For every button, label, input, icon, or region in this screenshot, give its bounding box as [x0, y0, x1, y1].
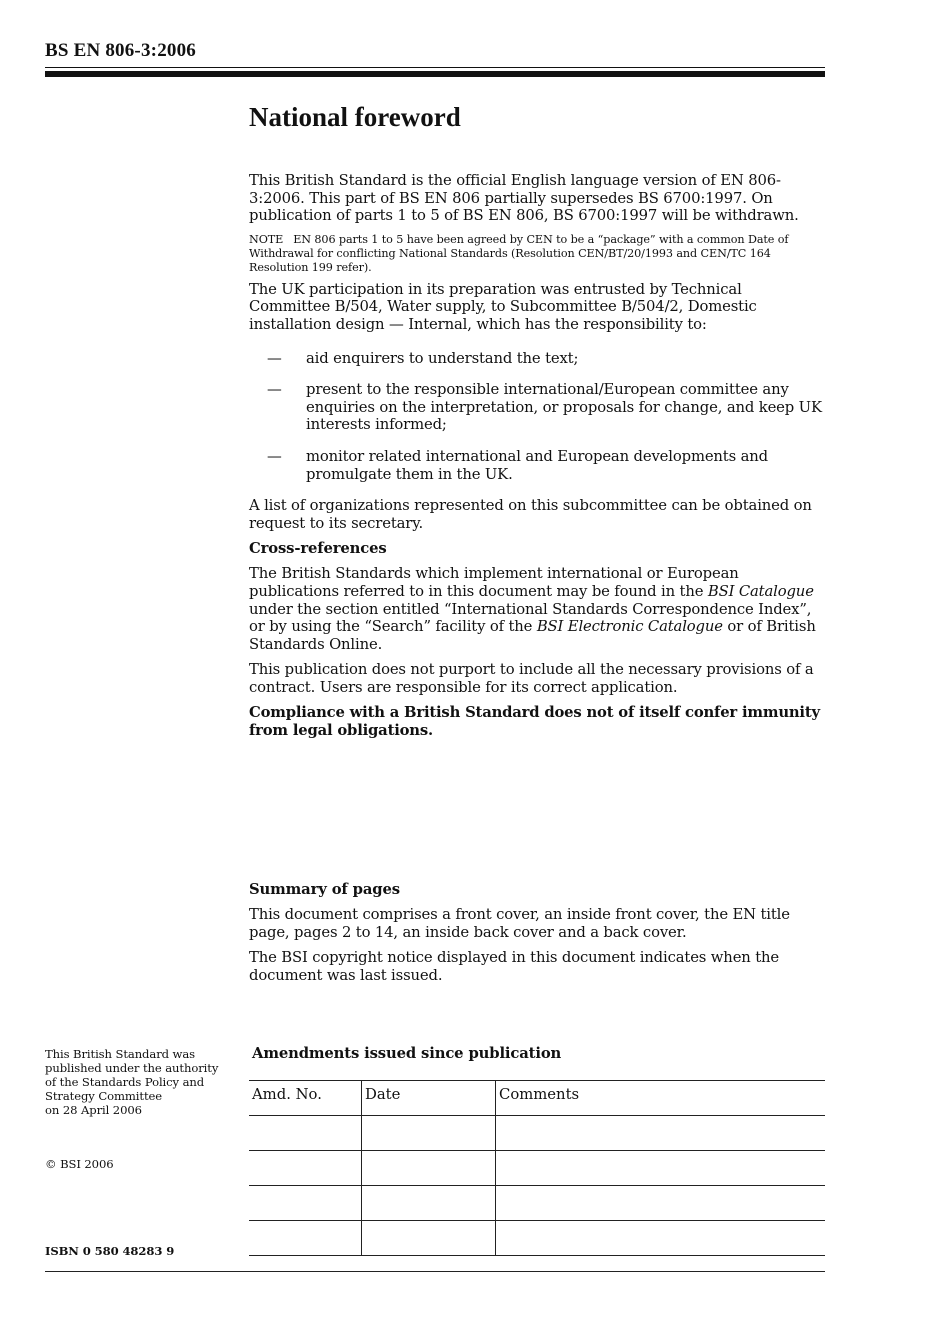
- participation-paragraph: The UK participation in its preparation was entrusted by Technical Committee B/504, Water supply, to Subcommittee B/504/2, Domestic installation design — Internal, which has the responsibility to:: [249, 280, 757, 333]
- crossref-text: or of British Standards Online.: [249, 618, 816, 653]
- table-cell: [362, 1151, 496, 1186]
- compliance-statement: Compliance with a British Standard does not of itself confer immunity from legal obligations.: [249, 704, 820, 740]
- provisions-paragraph: This publication does not purport to include all the necessary provisions of a contract. Users are responsible for its correct application.: [249, 661, 814, 696]
- table-row: [249, 1221, 825, 1256]
- summary-paragraph: This document comprises a front cover, an inside front cover, the EN title page, pages 2 to 14, an inside back cover and a back cover.: [249, 906, 790, 941]
- publication-line: Strategy Committee: [45, 1089, 163, 1103]
- table-header-row: [249, 1081, 825, 1116]
- main-content: [249, 100, 824, 740]
- table-cell: [362, 1186, 496, 1221]
- list-item: [249, 350, 824, 368]
- page-title: National foreword: [249, 102, 461, 132]
- table-cell: [249, 1221, 362, 1256]
- column-header-label: Amd. No.: [252, 1086, 322, 1103]
- note-text: EN 806 parts 1 to 5 have been agreed by CEN to be a “package” with a common Date of Withdrawal for conflicting National Standards (Resolution CEN/BT/20/1993 and CEN/TC 164 Resolution 199 refer).: [249, 232, 789, 274]
- column-header-amd-no: [249, 1081, 362, 1116]
- summary-of-pages: [249, 881, 824, 992]
- list-dash: —: [267, 381, 282, 399]
- copyright-notice-paragraph: The BSI copyright notice displayed in this document indicates when the document was last issued.: [249, 949, 780, 984]
- header-rule-thick: [45, 71, 825, 77]
- amendments-table: [249, 1080, 825, 1256]
- list-item: [249, 381, 824, 434]
- column-header-comments: [496, 1081, 826, 1116]
- table-row: [249, 1186, 825, 1221]
- column-header-date: [362, 1081, 496, 1116]
- organizations-paragraph: A list of organizations represented on this subcommittee can be obtained on request to its secretary.: [249, 497, 812, 532]
- crossref-text: under the section entitled “International Standards Correspondence Index”, or by using the “Search” facility of the: [249, 600, 812, 636]
- crossref-heading: Cross-references: [249, 540, 387, 558]
- note: [249, 233, 824, 275]
- table-row: [249, 1151, 825, 1186]
- crossref-text: The British Standards which implement international or European publications referred to in this document may be found in the: [249, 565, 739, 600]
- publication-authority: [45, 1047, 235, 1117]
- responsibility-list: [249, 350, 824, 484]
- table-cell: [496, 1116, 826, 1151]
- column-header-label: Date: [365, 1086, 401, 1103]
- list-item: [249, 448, 824, 483]
- publication-line: on 28 April 2006: [45, 1103, 142, 1117]
- isbn: ISBN 0 580 48283 9: [45, 1244, 175, 1258]
- list-item-text: monitor related international and European developments and promulgate them in the UK.: [306, 447, 768, 483]
- footer-rule: [45, 1271, 825, 1272]
- column-header-label: Comments: [499, 1086, 580, 1103]
- publication-line: published under the authority: [45, 1061, 219, 1075]
- copyright: © BSI 2006: [45, 1157, 114, 1171]
- publication-line: This British Standard was: [45, 1047, 196, 1061]
- table-cell: [249, 1116, 362, 1151]
- table-row: [249, 1116, 825, 1151]
- list-item-text: present to the responsible international/European committee any enquiries on the interpretation, or proposals for change, and keep UK interests informed;: [306, 381, 822, 434]
- table-cell: [362, 1221, 496, 1256]
- intro-paragraph: This British Standard is the official English language version of EN 806-3:2006. This part of BS EN 806 partially supersedes BS 6700:1997. On publication of parts 1 to 5 of BS EN 806, BS 6700:1997 will be withdrawn.: [249, 172, 799, 225]
- bsi-catalogue-ref: BSI Catalogue: [707, 582, 814, 600]
- table-cell: [496, 1186, 826, 1221]
- document-id: BS EN 806-3:2006: [45, 40, 196, 61]
- crossref-paragraph: [249, 565, 824, 653]
- amendments-title: Amendments issued since publication: [252, 1045, 562, 1062]
- bsi-electronic-catalogue-ref: BSI Electronic Catalogue: [536, 618, 723, 636]
- note-label: NOTE: [249, 232, 284, 246]
- table-cell: [496, 1221, 826, 1256]
- list-dash: —: [267, 349, 282, 367]
- table-cell: [249, 1186, 362, 1221]
- header-rule-thin: [45, 67, 825, 68]
- list-dash: —: [267, 447, 282, 465]
- table-cell: [249, 1151, 362, 1186]
- publication-line: of the Standards Policy and: [45, 1075, 205, 1089]
- list-item-text: aid enquirers to understand the text;: [306, 349, 579, 367]
- summary-heading: Summary of pages: [249, 881, 400, 898]
- table-cell: [362, 1116, 496, 1151]
- table-cell: [496, 1151, 826, 1186]
